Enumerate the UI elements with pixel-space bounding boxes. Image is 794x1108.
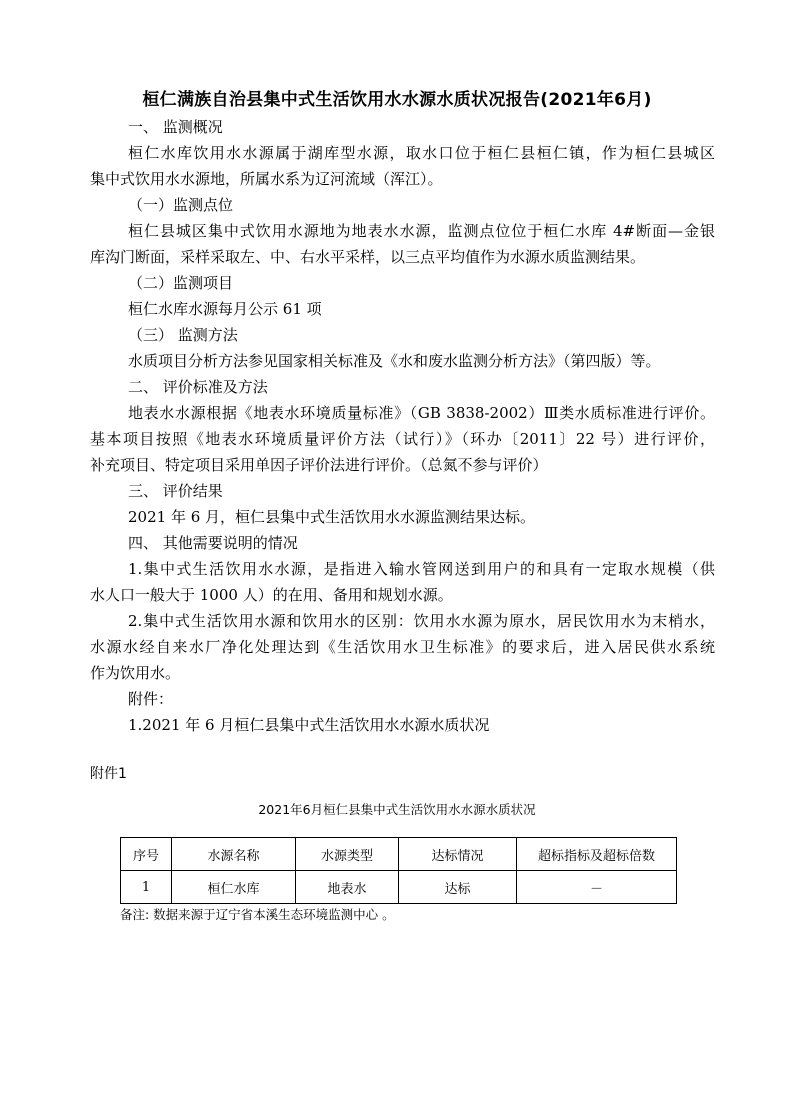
section-1-heading bbox=[90, 114, 715, 140]
header-cell: 超标指标及超标倍数 bbox=[517, 838, 677, 871]
section-1-paragraph-1 bbox=[90, 140, 715, 192]
table-cell: 桓仁水库 bbox=[172, 871, 296, 904]
section-4-paragraph-1 bbox=[90, 556, 715, 608]
text-line: 桓仁水库水源每月公示 61 项 bbox=[128, 300, 322, 318]
attachment-item-text: 1.2021 年 6 月桓仁县集中式生活饮用水水源水质状况 bbox=[128, 716, 490, 734]
section-4-heading-text: 四、 其他需要说明的情况 bbox=[128, 534, 298, 552]
table-cell: 达标 bbox=[399, 871, 517, 904]
subheading-text: （一）监测点位 bbox=[128, 196, 234, 214]
section-1-paragraph-2 bbox=[90, 218, 715, 270]
table-header-row bbox=[121, 838, 677, 871]
text-line: 水人口一般大于 1000 人）的在用、备用和规划水源。 bbox=[90, 586, 453, 604]
water-quality-table bbox=[120, 837, 677, 904]
attachment-heading bbox=[90, 686, 715, 712]
text-line: 库沟门断面，采样采取左、中、右水平采样，以三点平均值作为水源水质监测结果。 bbox=[90, 248, 646, 266]
table-title: 2021年6月桓仁县集中式生活饮用水水源水质状况 bbox=[258, 802, 536, 817]
section-2-heading bbox=[90, 374, 715, 400]
text-line: 基本项目按照《地表水环境质量评价方法（试行）》（环办〔2011〕22 号）进行评价， bbox=[90, 430, 715, 448]
section-1-paragraph-3 bbox=[90, 296, 715, 322]
section-2-paragraph-1 bbox=[90, 400, 715, 478]
section-2-heading-text: 二、 评价标准及方法 bbox=[128, 378, 268, 396]
section-1-sub-1 bbox=[90, 192, 715, 218]
text-line: 集中式饮用水水源地，所属水系为辽河流域（浑江）。 bbox=[90, 170, 443, 188]
attachment-item bbox=[90, 712, 715, 738]
text-line: 桓仁县城区集中式饮用水源地为地表水水源，监测点位位于桓仁水库 4#断面—金银 bbox=[128, 222, 715, 240]
document-title: 桓仁满族自治县集中式生活饮用水水源水质状况报告(2021年6月) bbox=[142, 90, 652, 110]
table-cell: － bbox=[517, 871, 677, 904]
section-3-paragraph-1 bbox=[90, 504, 715, 530]
text-line: 补充项目、特定项目采用单因子评价法进行评价。（总氮不参与评价） bbox=[90, 456, 548, 474]
attachment-label: 附件1 bbox=[90, 766, 127, 782]
table-note: 备注: 数据来源于辽宁省本溪生态环境监测中心 。 bbox=[120, 907, 395, 922]
text-line: 1.集中式生活饮用水水源，是指进入输水管网送到用户的和具有一定取水规模（供 bbox=[128, 560, 715, 578]
section-1-sub-2 bbox=[90, 270, 715, 296]
header-cell: 序号 bbox=[121, 838, 172, 871]
text-line: 水源水经自来水厂净化处理达到《生活饮用水卫生标准》的要求后，进入居民供水系统 bbox=[90, 638, 715, 656]
text-line: 2021 年 6 月，桓仁县集中式生活饮用水水源监测结果达标。 bbox=[128, 508, 536, 526]
text-line: 2.集中式生活饮用水源和饮用水的区别：饮用水水源为原水，居民饮用水为末梢水， bbox=[128, 612, 715, 630]
section-3-heading-text: 三、 评价结果 bbox=[128, 482, 223, 500]
table-cell: 地表水 bbox=[296, 871, 399, 904]
subheading-text: （三） 监测方法 bbox=[128, 326, 238, 344]
header-cell: 达标情况 bbox=[399, 838, 517, 871]
text-line: 桓仁水库饮用水水源属于湖库型水源，取水口位于桓仁县桓仁镇，作为桓仁县城区 bbox=[128, 144, 715, 162]
section-3-heading bbox=[90, 478, 715, 504]
header-cell: 水源名称 bbox=[172, 838, 296, 871]
attachment-heading-text: 附件： bbox=[128, 690, 174, 708]
section-1-paragraph-4 bbox=[90, 348, 715, 374]
table-row bbox=[121, 871, 677, 904]
section-4-heading bbox=[90, 530, 715, 556]
section-1-heading-text: 一、 监测概况 bbox=[128, 118, 223, 136]
table-cell: 1 bbox=[121, 871, 172, 904]
header-cell: 水源类型 bbox=[296, 838, 399, 871]
section-4-paragraph-2 bbox=[90, 608, 715, 686]
text-line: 作为饮用水。 bbox=[90, 664, 181, 682]
text-line: 水质项目分析方法参见国家相关标准及《水和废水监测分析方法》（第四版）等。 bbox=[128, 352, 661, 370]
section-1-sub-3 bbox=[90, 322, 715, 348]
subheading-text: （二）监测项目 bbox=[128, 274, 234, 292]
text-line: 地表水水源根据《地表水环境质量标准》（GB 3838-2002）Ⅲ类水质标准进行评价。 bbox=[128, 404, 715, 422]
